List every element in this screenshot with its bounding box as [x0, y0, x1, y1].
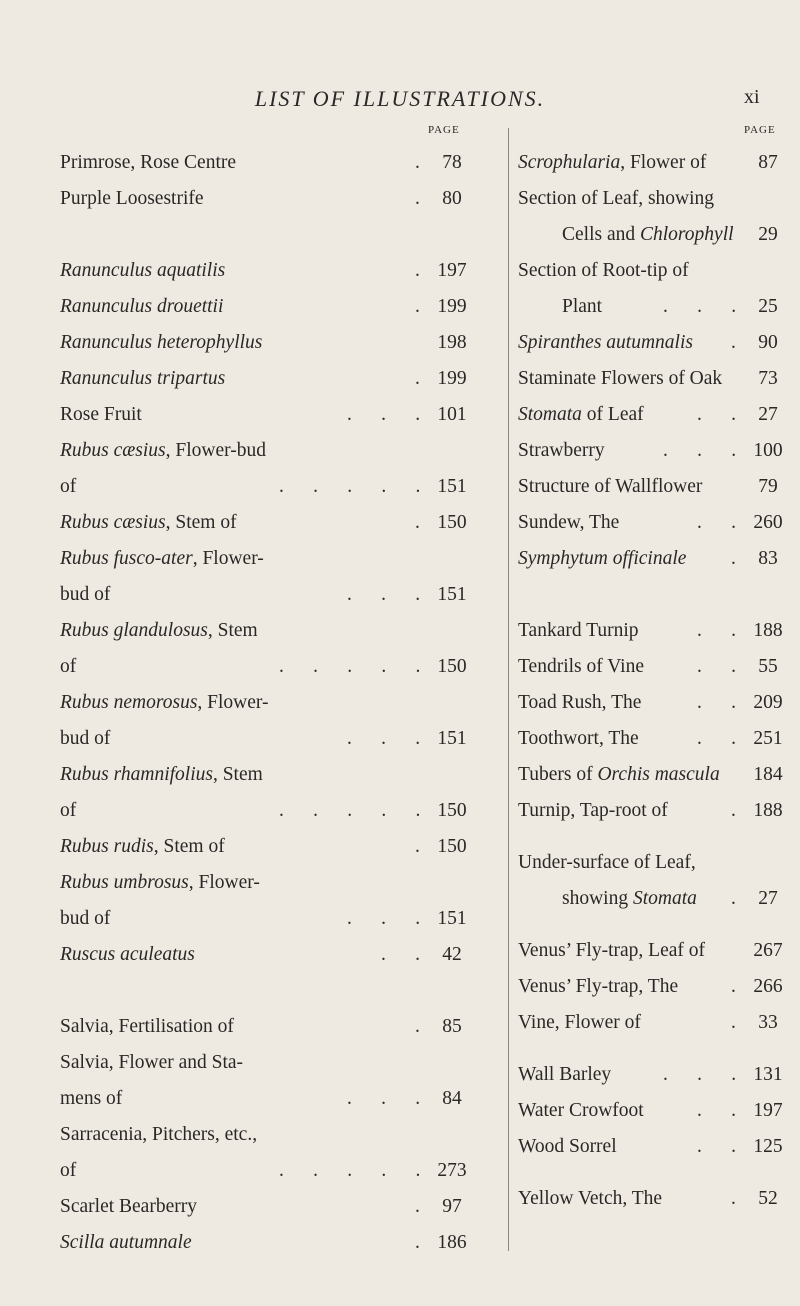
page-number: 84	[442, 1088, 462, 1109]
index-entry	[60, 865, 478, 901]
page-number: 151	[437, 728, 467, 749]
entry-label	[60, 1153, 76, 1189]
entry-label	[518, 1005, 641, 1041]
dot-leader: . . . . .	[279, 800, 421, 821]
entry-label	[60, 721, 110, 757]
entry-text-part: Turnip, Tap-root of	[518, 800, 668, 821]
entry-label	[60, 865, 260, 901]
entry-text-part: Rubus nemorosus	[60, 692, 198, 713]
dot-leader: .	[731, 548, 736, 569]
section-gap	[518, 829, 794, 845]
index-entry	[60, 325, 478, 361]
entry-text-part: Staminate Flowers of Oak	[518, 368, 723, 389]
entry-text-part: bud of	[60, 908, 111, 929]
index-entry	[518, 469, 794, 505]
entry-label	[60, 757, 263, 793]
column-divider	[508, 128, 509, 1251]
index-entry	[518, 845, 794, 881]
page-number: 251	[753, 728, 783, 749]
entry-label	[60, 469, 76, 505]
section-gap	[518, 1165, 794, 1181]
page-number: 150	[437, 836, 467, 857]
dot-leader: .	[415, 188, 420, 209]
entry-text-part: Venus’ Fly-trap, Leaf of	[518, 940, 705, 961]
entry-text-part: , Stem of	[165, 512, 237, 533]
entry-label	[60, 145, 236, 181]
entry-text-part: of	[60, 1160, 77, 1181]
dot-leader: . . .	[663, 296, 737, 317]
index-entry	[60, 181, 478, 217]
index-entry	[60, 793, 478, 829]
page-number: 27	[758, 888, 778, 909]
entry-text-part: Cells and	[562, 224, 640, 245]
index-entry	[518, 145, 794, 181]
entry-label	[60, 613, 258, 649]
dot-leader: .	[415, 260, 420, 281]
entry-text-part: Rubus glandulosus	[60, 620, 208, 641]
entry-label	[518, 845, 696, 881]
section-gap	[518, 917, 794, 933]
page-number: 188	[753, 800, 783, 821]
index-entry	[518, 613, 794, 649]
index-entry	[518, 1005, 794, 1041]
entry-label	[60, 1225, 192, 1261]
entry-label	[518, 1129, 617, 1165]
entry-text-part: Ruscus aculeatus	[60, 944, 195, 965]
entry-text-part: bud of	[60, 584, 111, 605]
index-entry	[60, 541, 478, 577]
index-entry	[60, 757, 478, 793]
index-entry	[518, 217, 794, 253]
entry-label	[518, 1181, 662, 1217]
dot-leader: . .	[697, 656, 736, 677]
page-number: 150	[437, 656, 467, 677]
page-number: 188	[753, 620, 783, 641]
entry-label	[60, 685, 269, 721]
entry-text-part: Salvia, Fertilisation of	[60, 1016, 234, 1037]
entry-label	[60, 361, 225, 397]
dot-leader: . .	[697, 1100, 736, 1121]
entry-label	[518, 1093, 644, 1129]
index-entry	[60, 937, 478, 973]
index-entry	[60, 613, 478, 649]
page-number: 90	[758, 332, 778, 353]
dot-leader: .	[415, 512, 420, 533]
entry-text-part: , Flower-	[188, 872, 260, 893]
page-number: 42	[442, 944, 462, 965]
entry-label	[518, 469, 702, 505]
page-number: 197	[753, 1100, 783, 1121]
page-number: 85	[442, 1016, 462, 1037]
entry-label	[60, 397, 142, 433]
entry-label	[562, 881, 697, 917]
page-number: 267	[753, 940, 783, 961]
entry-text-part: , Flower-bud	[165, 440, 266, 461]
dot-leader: . . .	[347, 404, 421, 425]
section-gap	[518, 1041, 794, 1057]
index-entry	[60, 145, 478, 181]
dot-leader: . .	[381, 944, 420, 965]
dot-leader: . . . . .	[279, 476, 421, 497]
page-number: 131	[753, 1064, 783, 1085]
page-number: 97	[442, 1196, 462, 1217]
entry-text-part: Section of Leaf, showing	[518, 188, 715, 209]
entry-label	[518, 361, 722, 397]
page-number: 87	[758, 152, 778, 173]
entry-label	[518, 541, 686, 577]
entry-text-part: Rubus umbrosus	[60, 872, 189, 893]
entry-text-part: Strawberry	[518, 440, 605, 461]
index-entry	[60, 397, 478, 433]
page-number: 33	[758, 1012, 778, 1033]
entry-label	[518, 969, 678, 1005]
index-entry	[60, 253, 478, 289]
entry-text-part: Salvia, Flower and Sta-	[60, 1052, 244, 1073]
dot-leader: . . .	[347, 908, 421, 929]
entry-label	[518, 721, 639, 757]
section-gap	[60, 217, 478, 253]
index-entry	[518, 721, 794, 757]
index-entry	[60, 649, 478, 685]
entry-text-part: Rose Fruit	[60, 404, 142, 425]
index-entry	[518, 1129, 794, 1165]
index-entry	[518, 881, 794, 917]
dot-leader: . . .	[347, 1088, 421, 1109]
index-entry	[60, 505, 478, 541]
dot-leader: .	[415, 1016, 420, 1037]
dot-leader: .	[731, 1012, 736, 1033]
index-entry	[60, 1189, 478, 1225]
entry-text-part: , Flower-	[197, 692, 269, 713]
dot-leader: . . . . .	[279, 656, 421, 677]
entry-text-part: of Leaf	[581, 404, 644, 425]
page-number: 29	[758, 224, 778, 245]
page-number: 151	[437, 584, 467, 605]
dot-leader: . .	[697, 728, 736, 749]
entry-label	[60, 181, 204, 217]
index-entry	[60, 1225, 478, 1261]
dot-leader: .	[415, 152, 420, 173]
entry-text-part: Wood Sorrel	[518, 1136, 617, 1157]
entry-label	[562, 217, 734, 253]
index-entry	[518, 361, 794, 397]
page-number: 186	[437, 1232, 467, 1253]
entry-label	[562, 289, 602, 325]
dot-leader: . . .	[347, 584, 421, 605]
entry-text-part: , Flower-	[192, 548, 264, 569]
entry-label	[60, 793, 76, 829]
dot-leader: .	[731, 800, 736, 821]
dot-leader: .	[731, 976, 736, 997]
dot-leader: . . .	[347, 728, 421, 749]
entry-text-part: Rubus rhamnifolius	[60, 764, 213, 785]
entry-text-part: Chlorophyll	[640, 224, 734, 245]
page-number: 73	[758, 368, 778, 389]
dot-leader: .	[415, 296, 420, 317]
entry-label	[518, 685, 641, 721]
index-entry	[60, 289, 478, 325]
entry-text-part: Sarracenia, Pitchers, etc.,	[60, 1124, 258, 1145]
left-column	[60, 145, 478, 1261]
index-entry	[60, 1081, 478, 1117]
index-entry	[518, 649, 794, 685]
index-entry	[518, 325, 794, 361]
entry-label	[60, 649, 76, 685]
entry-label	[60, 901, 110, 937]
page-number: 209	[753, 692, 783, 713]
index-entry	[518, 685, 794, 721]
page-number: 101	[437, 404, 467, 425]
entry-text-part: of	[60, 656, 77, 677]
page-number: 79	[758, 476, 778, 497]
entry-text-part: Stomata	[632, 888, 697, 909]
entry-label	[60, 325, 262, 361]
entry-label	[518, 1057, 611, 1093]
entry-label	[60, 253, 225, 289]
left-page-column-heading: PAGE	[428, 124, 460, 136]
index-entry	[518, 1057, 794, 1093]
index-entry	[60, 361, 478, 397]
entry-label	[518, 181, 714, 217]
entry-text-part: Stomata	[518, 404, 582, 425]
entry-text-part: Primrose, Rose Centre	[60, 152, 237, 173]
entry-text-part: Ranunculus tripartus	[60, 368, 226, 389]
index-entry	[60, 469, 478, 505]
index-entry	[60, 433, 478, 469]
entry-label	[60, 541, 264, 577]
entry-label	[518, 505, 619, 541]
entry-text-part: Venus’ Fly-trap, The	[518, 976, 679, 997]
section-gap	[518, 577, 794, 613]
entry-text-part: Plant	[562, 296, 603, 317]
entry-label	[60, 1189, 197, 1225]
running-head: LIST OF ILLUSTRATIONS.	[254, 86, 546, 111]
page-number: 260	[753, 512, 783, 533]
index-entry	[518, 757, 794, 793]
entry-text-part: of	[60, 800, 77, 821]
page-number: 52	[758, 1188, 778, 1209]
entry-text-part: Rubus rudis	[60, 836, 154, 857]
page-number: 80	[442, 188, 462, 209]
entry-text-part: Sundew, The	[518, 512, 620, 533]
index-entry	[60, 829, 478, 865]
dot-leader: .	[415, 368, 420, 389]
right-column	[518, 145, 794, 1217]
dot-leader: .	[415, 1232, 420, 1253]
index-entry	[518, 969, 794, 1005]
page-number: 273	[437, 1160, 467, 1181]
entry-label	[518, 253, 689, 289]
entry-text-part: Section of Root-tip of	[518, 260, 689, 281]
entry-label	[518, 649, 644, 685]
index-entry	[518, 289, 794, 325]
page-number: 125	[753, 1136, 783, 1157]
entry-label	[518, 757, 720, 793]
index-entry	[518, 505, 794, 541]
dot-leader: .	[731, 1188, 736, 1209]
index-entry	[60, 1009, 478, 1045]
entry-label	[60, 289, 223, 325]
index-entry	[518, 181, 794, 217]
index-entry	[60, 1153, 478, 1189]
dot-leader: . .	[697, 620, 736, 641]
entry-text-part: Ranunculus drouettii	[60, 296, 224, 317]
right-page-column-heading: PAGE	[744, 124, 776, 136]
entry-label	[518, 933, 705, 969]
index-entry	[518, 253, 794, 289]
entry-text-part: Structure of Wallflower	[518, 476, 703, 497]
page-number: 266	[753, 976, 783, 997]
entry-text-part: Rubus fusco-ater	[60, 548, 193, 569]
dot-leader: . .	[697, 692, 736, 713]
index-entry	[60, 901, 478, 937]
index-entry	[60, 577, 478, 613]
page-number: 150	[437, 512, 467, 533]
dot-leader: . .	[697, 1136, 736, 1157]
page-number: 150	[437, 800, 467, 821]
entry-text-part: Rubus cæsius	[60, 512, 166, 533]
entry-text-part: Vine, Flower of	[518, 1012, 641, 1033]
dot-leader: . . .	[663, 440, 737, 461]
page-number: 25	[758, 296, 778, 317]
index-entry	[518, 541, 794, 577]
index-entry	[518, 1093, 794, 1129]
page-number: 198	[437, 332, 467, 353]
index-entry	[518, 1181, 794, 1217]
entry-text-part: Scarlet Bearberry	[60, 1196, 197, 1217]
page-number: 78	[442, 152, 462, 173]
index-entry	[518, 793, 794, 829]
entry-label	[60, 505, 237, 541]
entry-label	[518, 325, 693, 361]
dot-leader: . .	[697, 404, 736, 425]
entry-text-part: Purple Loosestrife	[60, 188, 204, 209]
entry-text-part: Tankard Turnip	[518, 620, 639, 641]
entry-text-part: bud of	[60, 728, 111, 749]
entry-label	[518, 793, 668, 829]
page-folio: xi	[744, 86, 760, 108]
dot-leader: . . . . .	[279, 1160, 421, 1181]
index-entry	[60, 1045, 478, 1081]
page-number: 199	[437, 296, 467, 317]
entry-label	[60, 1009, 234, 1045]
entry-label	[60, 433, 266, 469]
page-number: 55	[758, 656, 778, 677]
entry-label	[60, 1081, 122, 1117]
entry-label	[518, 145, 706, 181]
page-number: 199	[437, 368, 467, 389]
index-entry	[60, 721, 478, 757]
entry-text-part: Tendrils of Vine	[518, 656, 644, 677]
page-number: 27	[758, 404, 778, 425]
dot-leader: .	[731, 332, 736, 353]
dot-leader: .	[415, 836, 420, 857]
dot-leader: . .	[697, 512, 736, 533]
index-entry	[518, 433, 794, 469]
index-entry	[518, 397, 794, 433]
entry-text-part: Spiranthes autumnalis	[518, 332, 693, 353]
entry-text-part: of	[60, 476, 77, 497]
entry-text-part: , Stem	[212, 764, 263, 785]
entry-label	[518, 433, 605, 469]
page-number: 151	[437, 476, 467, 497]
entry-text-part: , Stem of	[153, 836, 225, 857]
page-number: 151	[437, 908, 467, 929]
entry-text-part: showing	[562, 888, 633, 909]
entry-text-part: Symphytum officinale	[518, 548, 687, 569]
entry-text-part: Under-surface of Leaf,	[518, 852, 696, 873]
index-entry	[518, 933, 794, 969]
entry-label	[60, 1117, 257, 1153]
entry-text-part: , Flower of	[620, 152, 707, 173]
entry-text-part: Tubers of	[518, 764, 598, 785]
entry-text-part: Scilla autumnale	[60, 1232, 192, 1253]
entry-label	[60, 829, 225, 865]
entry-text-part: Water Crowfoot	[518, 1100, 644, 1121]
entry-text-part: Wall Barley	[518, 1064, 612, 1085]
entry-label	[518, 397, 644, 433]
entry-label	[60, 1045, 243, 1081]
entry-label	[60, 937, 195, 973]
entry-text-part: Orchis mascula	[597, 764, 720, 785]
entry-text-part: Rubus cæsius	[60, 440, 166, 461]
entry-label	[518, 613, 639, 649]
dot-leader: .	[415, 1196, 420, 1217]
page-number: 184	[753, 764, 783, 785]
entry-label	[60, 577, 110, 613]
entry-text-part: , Stem	[207, 620, 258, 641]
entry-text-part: Toad Rush, The	[518, 692, 642, 713]
dot-leader: .	[731, 888, 736, 909]
entry-text-part: Ranunculus heterophyllus	[60, 332, 263, 353]
section-gap	[60, 973, 478, 1009]
page-number: 83	[758, 548, 778, 569]
entry-text-part: Ranunculus aquatilis	[60, 260, 226, 281]
index-entry	[60, 685, 478, 721]
page-number: 100	[753, 440, 783, 461]
index-entry	[60, 1117, 478, 1153]
entry-text-part: Yellow Vetch, The	[518, 1188, 663, 1209]
entry-text-part: mens of	[60, 1088, 123, 1109]
page-number: 197	[437, 260, 467, 281]
entry-text-part: Scrophularia	[518, 152, 621, 173]
dot-leader: . . .	[663, 1064, 737, 1085]
entry-text-part: Toothwort, The	[518, 728, 639, 749]
